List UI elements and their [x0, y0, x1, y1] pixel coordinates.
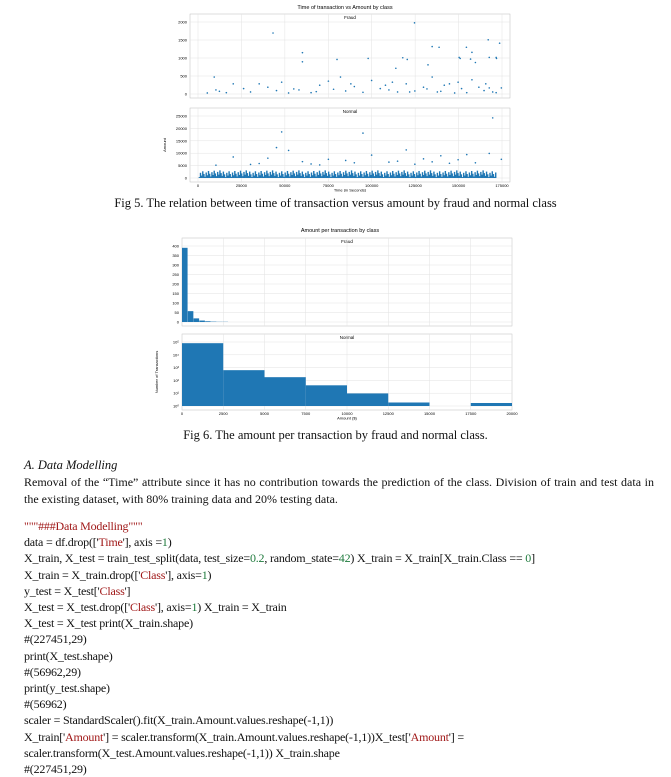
y-tick-label: 10¹	[173, 391, 179, 396]
data-point	[488, 153, 490, 155]
data-point	[340, 76, 342, 78]
data-point	[328, 80, 330, 82]
code-line	[24, 712, 654, 728]
data-point	[354, 86, 356, 88]
code-text: X_train = X_train.drop(['	[24, 568, 140, 582]
data-point	[385, 84, 387, 86]
y-tick-label: 1000	[178, 56, 188, 61]
code-text: print(y_test.shape)	[24, 681, 110, 695]
code-text: '], axis=	[155, 600, 191, 614]
data-point	[276, 147, 278, 149]
x-tick-label: 75000	[323, 183, 335, 188]
data-point	[414, 22, 416, 24]
data-point	[362, 132, 364, 134]
x-tick-label: 0	[197, 183, 200, 188]
y-tick-label: 350	[172, 253, 179, 258]
code-text: X_train['	[24, 730, 65, 744]
data-point	[431, 46, 433, 48]
data-point	[402, 57, 404, 59]
x-axis-label: Time (in Seconds)	[334, 188, 367, 193]
data-point	[392, 81, 394, 83]
data-point	[397, 160, 399, 162]
data-point	[431, 76, 433, 78]
x-tick-label: 25000	[236, 183, 248, 188]
code-string: Amount	[65, 730, 103, 744]
code-text: scaler = StandardScaler().fit(X_train.Amount.values.reshape(-1,1))	[24, 713, 333, 727]
y-tick-label: 10000	[176, 151, 188, 156]
y-tick-label: 0	[185, 92, 188, 97]
data-point	[496, 58, 498, 60]
code-text: #(56962,29)	[24, 665, 81, 679]
data-point	[319, 164, 321, 166]
panel-title: Fraud	[344, 15, 356, 20]
data-point	[440, 155, 442, 157]
y-tick-label: 20000	[176, 126, 188, 131]
code-string: """###Data Modelling"""	[24, 519, 142, 533]
data-point	[298, 89, 300, 91]
code-text: data = df.drop(['	[24, 535, 99, 549]
data-point	[371, 80, 373, 82]
code-line	[24, 761, 654, 777]
data-point	[471, 52, 473, 54]
data-point	[406, 59, 408, 61]
data-point	[319, 84, 321, 86]
data-point	[388, 89, 390, 91]
data-point	[250, 91, 252, 93]
data-point	[388, 161, 390, 163]
code-text: '] = scaler.transform(X_train.Amount.values.reshape(-1,1))X_test['	[103, 730, 410, 744]
data-point	[466, 92, 468, 94]
data-point	[267, 86, 269, 88]
data-point	[310, 92, 312, 94]
code-string: Class	[130, 600, 155, 614]
data-point	[213, 76, 215, 78]
data-point	[485, 83, 487, 85]
data-point	[443, 84, 445, 86]
code-text: X_test = X_test.drop(['	[24, 600, 130, 614]
histogram-bar	[182, 248, 188, 322]
data-point	[457, 159, 459, 161]
histogram-bar	[306, 385, 347, 406]
data-point	[226, 92, 228, 94]
data-point	[501, 158, 503, 160]
data-point	[466, 46, 468, 48]
code-line	[24, 518, 654, 534]
data-point	[328, 158, 330, 160]
code-text: X_test = X_test print(X_train.shape)	[24, 616, 193, 630]
code-line	[24, 599, 654, 615]
data-point	[449, 162, 451, 164]
x-tick-label: 0	[181, 411, 184, 416]
data-point	[288, 92, 290, 94]
y-tick-label: 10⁵	[173, 340, 179, 345]
data-point	[345, 90, 347, 92]
data-point	[397, 91, 399, 93]
histogram-bar	[347, 393, 388, 406]
y-tick-label: 0	[177, 320, 180, 325]
y-tick-label: 10³	[173, 365, 179, 370]
y-axis-label: Number of Transactions	[154, 351, 159, 393]
data-point	[449, 83, 451, 85]
histogram-bar	[182, 343, 223, 406]
y-tick-label: 400	[172, 244, 179, 249]
data-point	[272, 32, 274, 34]
x-tick-label: 100000	[365, 183, 379, 188]
y-tick-label: 10⁴	[173, 352, 179, 357]
data-point	[457, 81, 459, 83]
code-string: Class	[100, 584, 125, 598]
code-line	[24, 583, 654, 599]
code-line	[24, 615, 654, 631]
data-point	[423, 158, 425, 160]
data-point	[501, 87, 503, 89]
code-text: ) X_train = X_train	[197, 600, 286, 614]
figure-6-chart	[150, 222, 520, 422]
data-point	[459, 58, 461, 60]
y-tick-label: 100	[172, 301, 179, 306]
code-line	[24, 567, 654, 583]
code-text: ]	[531, 551, 535, 565]
data-point	[367, 58, 369, 60]
x-tick-label: 20000	[506, 411, 518, 416]
data-point	[243, 88, 245, 90]
code-line	[24, 534, 654, 550]
y-tick-label: 2000	[178, 20, 188, 25]
code-string: Amount	[411, 730, 449, 744]
code-text: '], axis =	[123, 535, 162, 549]
data-point	[379, 88, 381, 90]
x-tick-label: 5000	[260, 411, 270, 416]
section-heading: A. Data Modelling	[24, 458, 117, 473]
x-tick-label: 7500	[301, 411, 311, 416]
data-point	[454, 92, 456, 94]
y-tick-label: 500	[180, 74, 187, 79]
code-number: 0.2	[250, 551, 264, 565]
code-block	[24, 518, 654, 777]
data-point	[206, 92, 208, 94]
data-point	[219, 90, 221, 92]
figure-6-caption: Fig 6. The amount per transaction by fraud and normal class.	[0, 428, 671, 443]
data-point	[438, 46, 440, 48]
code-text: #(227451,29)	[24, 632, 87, 646]
figure-5-chart	[130, 0, 530, 192]
data-point	[499, 42, 501, 44]
code-line	[24, 631, 654, 647]
code-number: 1	[162, 535, 168, 549]
code-line	[24, 550, 654, 566]
data-point	[440, 90, 442, 92]
figure-5	[130, 0, 530, 192]
x-tick-label: 17500	[465, 411, 477, 416]
data-point	[293, 88, 295, 90]
code-text: '] =	[449, 730, 464, 744]
data-point	[333, 88, 335, 90]
histogram-bar	[388, 402, 429, 406]
data-point	[423, 86, 425, 88]
data-point	[414, 90, 416, 92]
data-point	[414, 163, 416, 165]
data-point	[362, 92, 364, 94]
code-number: 42	[339, 551, 351, 565]
code-string: Time	[99, 535, 123, 549]
code-text: print(X_test.shape)	[24, 649, 113, 663]
code-line	[24, 664, 654, 680]
code-line	[24, 696, 654, 712]
histogram-bar	[223, 370, 264, 406]
code-text: )	[208, 568, 212, 582]
panel-title: Normal	[343, 109, 358, 114]
y-axis-label: Amount	[162, 137, 167, 152]
data-point	[302, 61, 304, 63]
y-tick-label: 10²	[173, 378, 179, 383]
histogram-bar	[265, 377, 306, 406]
data-point	[478, 86, 480, 88]
plot-area	[190, 14, 510, 98]
code-line	[24, 745, 654, 761]
x-tick-label: 12500	[383, 411, 395, 416]
code-text: #(227451,29)	[24, 762, 87, 776]
data-point	[495, 92, 497, 94]
panel-title: Fraud	[341, 239, 353, 244]
data-point	[350, 83, 352, 85]
x-tick-label: 10000	[341, 411, 353, 416]
code-text: ) X_train = X_train[X_train.Class ==	[350, 551, 525, 565]
plot-area	[190, 108, 510, 182]
code-text: #(56962)	[24, 697, 66, 711]
data-point	[492, 91, 494, 93]
y-tick-label: 1500	[178, 38, 188, 43]
data-point	[405, 149, 407, 151]
code-line	[24, 648, 654, 664]
data-point	[288, 150, 290, 152]
y-tick-label: 10⁰	[173, 404, 179, 409]
figure-6-title: Amount per transaction by class	[301, 228, 380, 234]
data-point	[250, 164, 252, 166]
data-point	[232, 83, 234, 85]
data-point	[267, 157, 269, 159]
data-point	[310, 163, 312, 165]
data-point	[276, 90, 278, 92]
data-point	[405, 83, 407, 85]
x-tick-label: 15000	[424, 411, 436, 416]
code-line	[24, 680, 654, 696]
y-tick-label: 0	[185, 176, 188, 181]
data-point	[471, 79, 473, 81]
y-tick-label: 150	[172, 291, 179, 296]
data-point	[345, 160, 347, 162]
data-point	[427, 64, 429, 66]
data-point	[258, 83, 260, 85]
data-point	[315, 91, 317, 93]
code-text: , random_state=	[264, 551, 338, 565]
code-text: scaler.transform(X_test.Amount.values.reshape(-1,1)) X_train.shape	[24, 746, 340, 760]
x-tick-label: 150000	[452, 183, 466, 188]
x-tick-label: 175000	[495, 183, 509, 188]
data-point	[437, 91, 439, 93]
code-text: y_test = X_test['	[24, 584, 100, 598]
code-string: Class	[140, 568, 165, 582]
data-point	[302, 52, 304, 54]
data-point	[336, 59, 338, 61]
x-axis-label: Amount ($)	[337, 416, 357, 421]
code-text: )	[168, 535, 172, 549]
y-tick-label: 15000	[176, 138, 188, 143]
histogram-bar	[188, 311, 194, 322]
code-text: '], axis=	[165, 568, 201, 582]
figure-6	[150, 222, 520, 422]
y-tick-label: 5000	[178, 163, 188, 168]
data-point	[232, 156, 234, 158]
y-tick-label: 300	[172, 263, 179, 268]
section-paragraph: Removal of the “Time” attribute since it has no contribution towards the prediction of the class. Division of train and test data in the existing dataset, with 80% training data and 20% testing data.	[24, 474, 654, 508]
histogram-bar	[199, 321, 205, 322]
figure-5-caption: Fig 5. The relation between time of transaction versus amount by fraud and normal class	[0, 196, 671, 211]
panel-title: Normal	[340, 335, 355, 340]
y-tick-label: 50	[175, 310, 180, 315]
code-text: ']	[125, 584, 131, 598]
x-tick-label: 50000	[279, 183, 291, 188]
data-point	[409, 91, 411, 93]
data-point	[487, 39, 489, 41]
histogram-bar	[194, 318, 200, 322]
data-point	[488, 87, 490, 89]
data-point	[495, 173, 496, 178]
data-point	[215, 164, 217, 166]
figure-5-title: Time of transaction vs Amount by class	[297, 5, 392, 11]
y-tick-label: 25000	[176, 114, 188, 119]
data-point	[483, 90, 485, 92]
data-point	[492, 117, 494, 119]
code-number: 1	[191, 600, 197, 614]
histogram-bar	[205, 321, 211, 322]
data-point	[470, 58, 472, 60]
data-point	[258, 163, 260, 165]
y-tick-label: 250	[172, 272, 179, 277]
code-number: 1	[202, 568, 208, 582]
histogram-bar	[471, 403, 512, 406]
y-tick-label: 200	[172, 282, 179, 287]
data-point	[281, 81, 283, 83]
x-tick-label: 2500	[219, 411, 229, 416]
data-point	[281, 131, 283, 133]
x-tick-label: 125000	[408, 183, 422, 188]
data-point	[371, 154, 373, 156]
data-point	[395, 67, 397, 69]
data-point	[475, 62, 477, 64]
data-point	[488, 57, 490, 59]
data-point	[466, 154, 468, 156]
code-text: X_train, X_test = train_test_split(data, test_size=	[24, 551, 250, 565]
data-point	[431, 161, 433, 163]
data-point	[302, 161, 304, 163]
data-point	[475, 162, 477, 164]
code-line	[24, 729, 654, 745]
data-point	[426, 88, 428, 90]
data-point	[354, 162, 356, 164]
data-point	[461, 88, 463, 90]
data-point	[215, 89, 217, 91]
code-number: 0	[525, 551, 531, 565]
